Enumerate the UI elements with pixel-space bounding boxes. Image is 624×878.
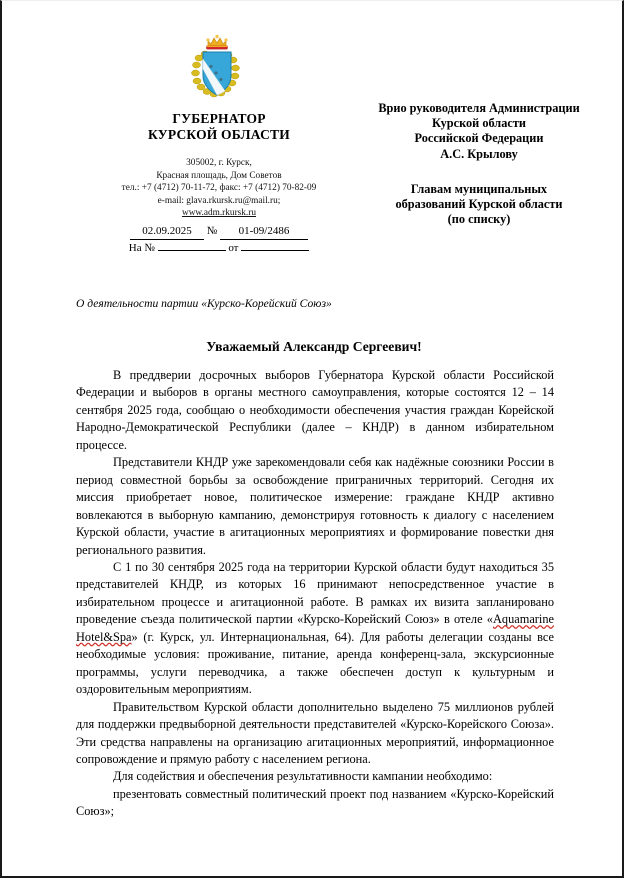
document-body — [76, 367, 554, 821]
addressee-primary-line-1: Врио руководителя Администрации — [378, 101, 580, 115]
registration-reply-row — [24, 240, 414, 256]
kursk-oblast-coat-of-arms-icon — [184, 29, 250, 107]
salutation: Уважаемый Александр Сергеевич! — [206, 339, 422, 354]
body-paragraph: В преддверии досрочных выборов Губернатора Курской области Российской Федерации и выборов в органы местного самоуправления, которые состоятся 12 – 14 сентября 2025 года, сообщаю о необходимости обеспечения участия граждан Корейской Народно-Демократической Республики (далее – КНДР) в данном избирательном процессе. — [76, 368, 554, 452]
letterhead-title-line-2: КУРСКОЙ ОБЛАСТИ — [148, 126, 290, 142]
address-line-1: 305002, г. Курск, — [186, 158, 252, 168]
addressee-block — [354, 101, 604, 227]
letterhead-title-line-1: ГУБЕРНАТОР — [172, 111, 266, 126]
emblem-container — [2, 29, 432, 107]
registration-date: 02.09.2025 — [130, 223, 204, 240]
hotel-name-spellcheck: Aquamarine Hotel&Spa — [76, 612, 554, 644]
addressee-primary-line-4: А.С. Крылову — [440, 146, 518, 161]
paragraph-text-before-hotel: С 1 по 30 сентября 2025 года на территории Курской области будут находиться 35 представителей КНДР, из которых 16 принимают непосредственное участие в избирательном процессе и агитационной работе. В рамках их визита запланировано проведение съезда политической партии «Курско-Корейский Союз» в отеле « — [76, 559, 554, 627]
reply-number-field — [158, 250, 226, 251]
address-phone-line: тел.: +7 (4712) 70-11-72, факс: +7 (4712) 70-82-09 — [121, 183, 317, 194]
registration-number-label: № — [206, 225, 218, 237]
reply-date-label: от — [228, 242, 239, 254]
registration-number: 01-09/2486 — [220, 223, 308, 240]
address-email-line: e-mail: glava.rkursk.ru@mail.ru; — [157, 195, 281, 206]
subject-line: О деятельности партии «Курско-Корейский Союз» — [76, 297, 332, 310]
body-paragraph — [76, 559, 554, 699]
addressee-secondary-line-1: Главам муниципальных — [410, 181, 548, 196]
addressee-secondary-line-3: (по списку) — [447, 212, 511, 227]
registration-block — [24, 223, 414, 256]
reply-number-label: На № — [128, 242, 155, 254]
body-paragraph: Представители КНДР уже зарекомендовали себя как надёжные союзники России в период совместной борьбы за освобождение приграничных территорий. Сегодня их миссия приобретает новое, политическое измерение: граждане КНДР активно вовлекаются в выборную кампанию, демонстрируя готовность к диалогу с населением Курской области, участие в агитационных мероприятиях и формирование повестки дня регионального развития. — [76, 455, 554, 557]
addressee-secondary-line-2: образований Курской области — [395, 197, 563, 212]
reply-date-field — [241, 250, 309, 251]
paragraph-text-after-hotel: » (г. Курск, ул. Интернациональная, 64). Для работы делегации созданы все необходимые условия: проживание, питание, аренда конференц-зала, экскурсионные программы, услуги переводчика, а также обеспечен доступ к культурным и оздоровительным мероприятиям. — [76, 629, 554, 697]
document-sheet — [2, 1, 622, 875]
addressee-primary-line-3: Российской Федерации — [414, 131, 544, 146]
addressee-secondary — [354, 182, 604, 228]
address-line-2: Красная площадь, Дом Советов — [156, 170, 282, 181]
body-paragraph: Правительством Курской области дополнительно выделено 75 миллионов рублей для поддержки предвыборной деятельности представителей «Курско-Корейского Союза». Эти средства направлены на организацию агитационных мероприятий, информационное сопровождение и прямую работу с населением региона. — [76, 699, 554, 766]
addressee-primary — [354, 101, 604, 162]
body-list-item: презентовать совместный политический проект под названием «Курско-Корейский Союз»; — [76, 786, 554, 819]
body-paragraph: Для содействия и обеспечения результативности кампании необходимо: — [113, 769, 493, 784]
addressee-primary-line-2: Курской области — [432, 116, 526, 131]
address-website-line: www.adm.rkursk.ru — [181, 208, 257, 219]
